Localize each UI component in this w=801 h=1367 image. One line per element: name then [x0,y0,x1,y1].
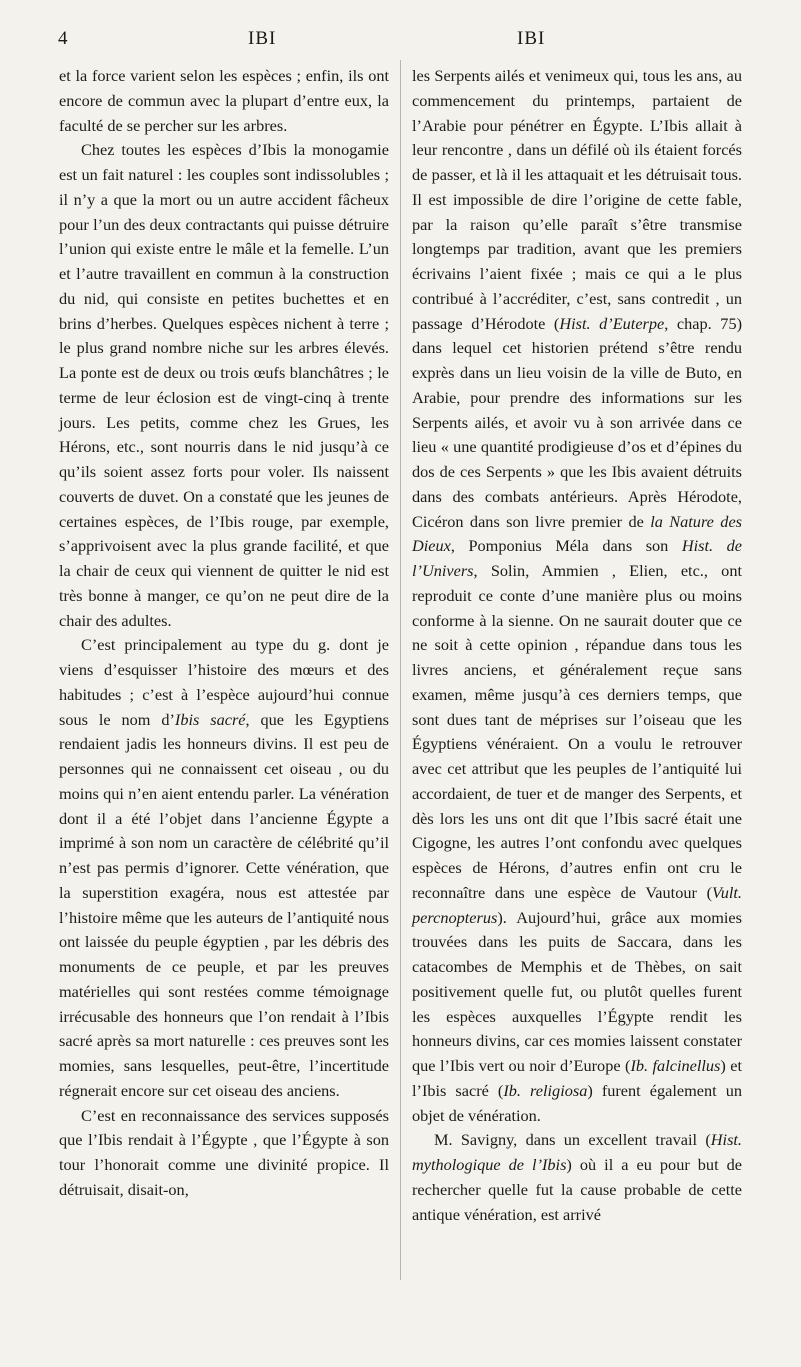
italic-term: Hist. mythologique de l’Ibis [412,1130,742,1174]
italic-term: Hist. de l’Univers [412,536,742,580]
page-number: 4 [58,28,69,49]
left-column [59,64,389,1203]
paragraph: M. Savigny, dans un excellent travail (Hist. mythologique de l’Ibis) où il a eu pour but de rechercher quelle fut la cause probable de cette antique vénération, est arrivé [412,1130,742,1224]
paragraph: Chez toutes les espèces d’Ibis la monogamie est un fait naturel : les couples sont indissolubles ; il n’y a que la mort ou un autre accident fâcheux pour l’un des deux contractants qui puisse détruire l’union qui existe entre le mâle et la femelle. L’un et l’autre travaillent en commun à la construction du nid, qui consiste en petites buchettes et en brins d’herbes. Quelques espèces nichent à terre ; le plus grand nombre niche sur les arbres élevés. La ponte est de deux ou trois œufs blanchâtres ; le terme de leur éclosion est de vingt-cinq à trente jours. Les petits, comme chez les Grues, les Hérons, etc., sont nourris dans le nid jusqu’à ce qu’ils soient assez forts pour voler. Ils naissent couverts de duvet. On a constaté que les jeunes de certaines espèces, de l’Ibis rouge, par exemple, s’apprivoisent avec la plus grande facilité, et que la chair de ceux qui viennent de quitter le nid est très bonne à manger, ce qu’on ne peut dire de la chair des adultes. [59,140,389,630]
column-divider [400,60,401,1280]
paragraph: les Serpents ailés et venimeux qui, tous les ans, au commencement du printemps, partaient de l’Arabie pour pénétrer en Égypte. L’Ibis allait à leur rencontre , dans un défilé où ils étaient forcés de passer, et là il les attaquait et les détruisait tous. Il est impossible de dire l’origine de cette fable, par la raison qu’elle paraît s’être transmise longtemps par tradition, avant que les premiers écrivains l’aient fixée ; mais ce qui a le plus contribué à l’accréditer, c’est, sans contredit , un passage d’Hérodote (Hist. d’Euterpe, chap. 75) dans lequel cet historien prétend s’être rendu exprès dans un lieu voisin de la ville de Buto, en Arabie, pour prendre des informations sur les Serpents ailés, et avoir vu à son arrivée dans ce lieu « une quantité prodigieuse d’os et d’épines du dos de ces Serpents » que les Ibis avaient détruits dans des combats antérieurs. Après Hérodote, Cicéron dans son livre premier de la Nature des Dieux, Pomponius Méla dans son Hist. de l’Univers, Solin, Ammien , Elien, etc., ont reproduit ce conte d’une manière plus ou moins conforme à la sienne. On ne saurait douter que ce ne soit à cette opinion , répandue dans tous les livres anciens, et généralement reçue sans examen, même jusqu’à ces derniers temps, que sont dues tant de méprises sur l’oiseau que les Égyptiens vénéraient. On a voulu le retrouver avec cet attribut que les peuples de l’antiquité lui accordaient, de tuer et de manger des Serpents, et dès lors les uns ont dit que l’Ibis sacré était une Cigogne, les autres l’ont confondu avec quelques espèces de Hérons, d’autres enfin ont cru le reconnaître dans une espèce de Vautour (Vult. percnopterus). Aujourd’hui, grâce aux momies trouvées dans les puits de Saccara, dans les catacombes de Memphis et de Thèbes, on sait positivement quelle fut, ou plutôt quelles furent les espèces auxquelles l’Égypte rendit les honneurs divins, car ces momies laissent constater que l’Ibis vert ou noir d’Europe (Ib. falcinellus) et l’Ibis sacré (Ib. religiosa) furent également un objet de vénération. [412,66,743,1125]
italic-term: Vult. percnopterus [412,882,742,927]
right-column [412,64,742,1227]
italic-term: Ib. falcinellus [630,1056,721,1075]
italic-term: Ibis sacré [174,709,246,729]
paragraph: C’est en reconnaissance des services supposés que l’Ibis rendait à l’Égypte , que l’Égypte à son tour l’honorait comme une divinité propice. Il détruisait, disait-on, [59,1105,389,1199]
italic-term: la Nature des Dieux [412,511,743,556]
paragraph: et la force varient selon les espèces ; enfin, ils ont encore de commun avec la plupart d’entre eux, la faculté de se percher sur les arbres. [59,66,389,135]
italic-term: Ib. religiosa [503,1080,588,1100]
paragraph: C’est principalement au type du g. dont je viens d’esquisser l’histoire des mœurs et des habitudes ; c’est à l’espèce aujourd’hui connue sous le nom d’Ibis sacré, que les Egyptiens rendaient jadis les honneurs divins. Il est peu de personnes qui ne connaissent cet oiseau , ou du moins qui n’en aient entendu parler. La vénération dont il a été l’objet dans l’ancienne Égypte a imprimé à son nom un caractère de célébrité qu’il n’est pas permis d’ignorer. Cette vénération, que la superstition exagéra, nous est attestée par l’histoire même que les auteurs de l’antiquité nous ont laissée du peuple égyptien , par les débris des monuments de ce peuple, et par les preuves matérielles qui sont restées comme témoignage irrécusable des honneurs que l’on rendait à l’Ibis sacré après sa mort naturelle : ces preuves sont les momies, sans lesquelles, peut-être, l’incertitude régnerait encore sur cet oiseau des anciens. [59,635,389,1100]
running-head-left: IBI [248,28,277,49]
italic-term: Hist. d’Euterpe [559,313,665,333]
running-head-right: IBI [517,28,546,49]
